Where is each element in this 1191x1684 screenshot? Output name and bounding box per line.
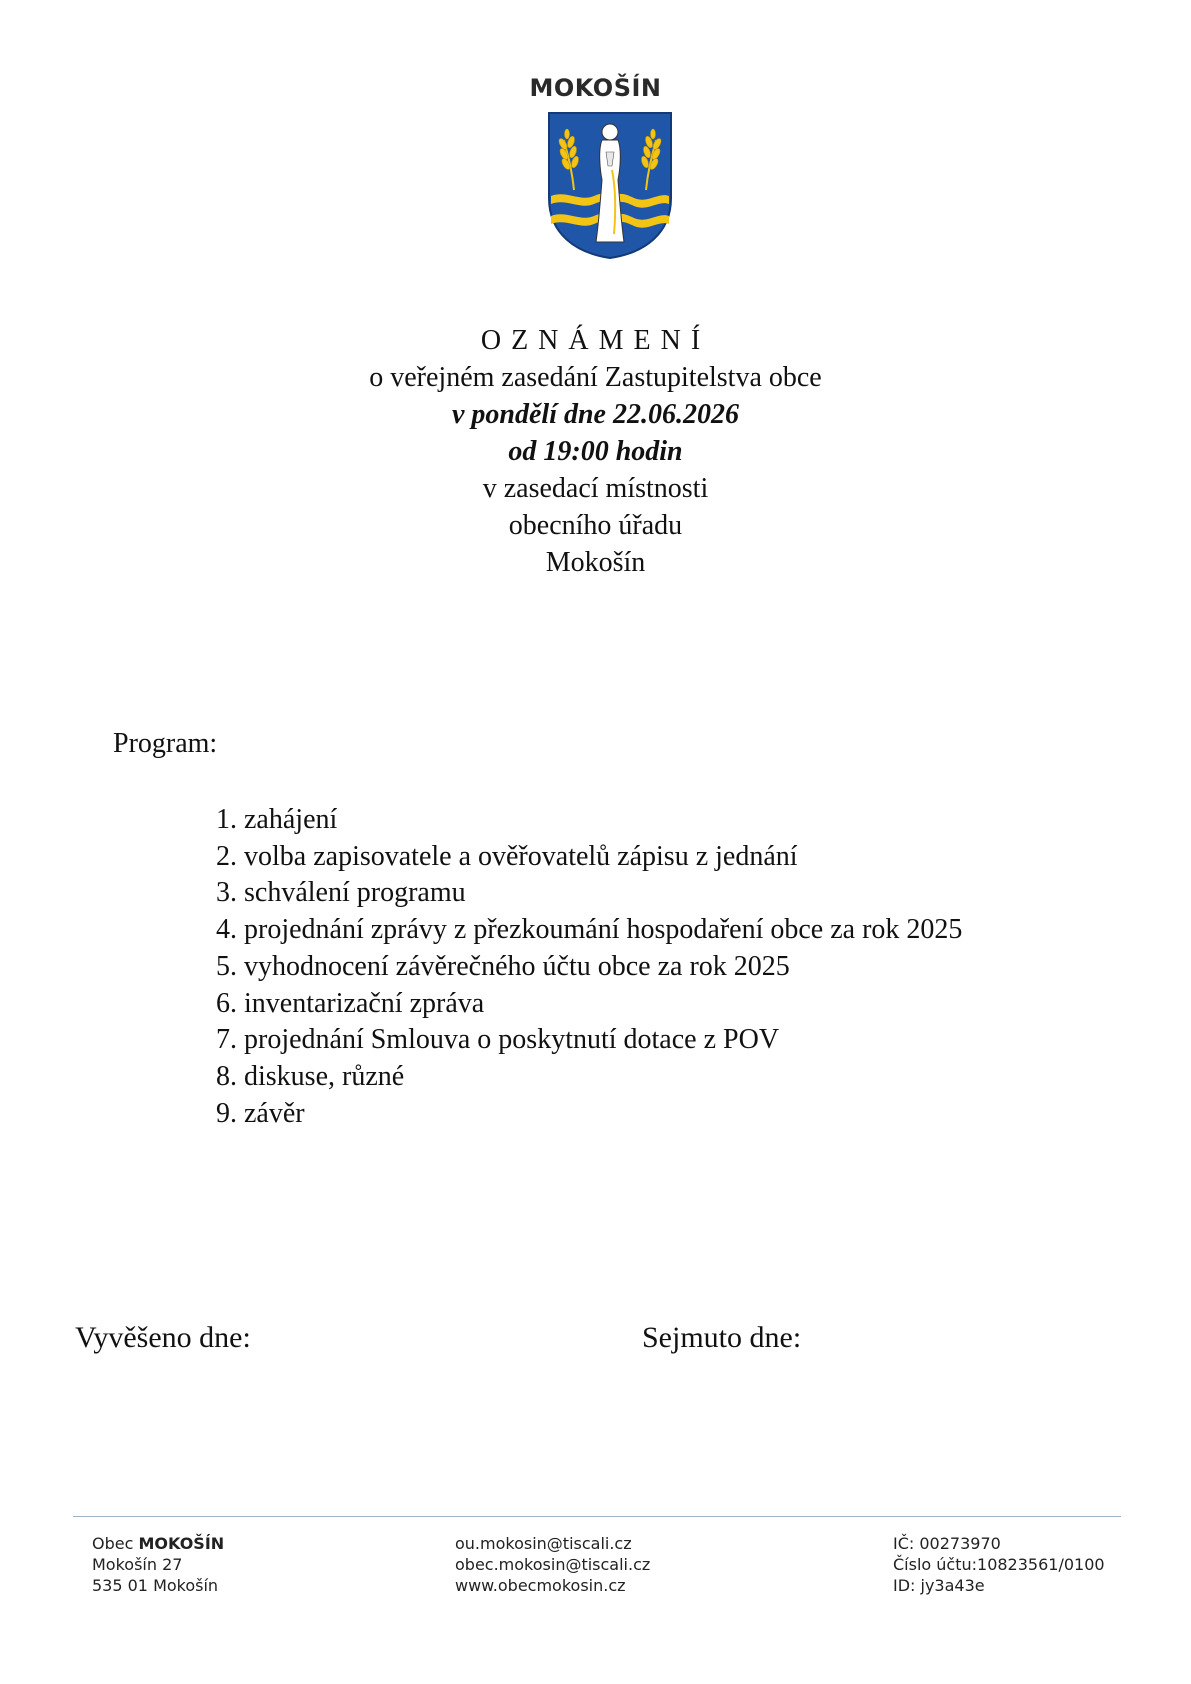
agenda-item: 7. projednání Smlouva o poskytnutí dotace z POV (216, 1024, 780, 1056)
removed-date-label: Sejmuto dne: (642, 1321, 802, 1354)
footer-email-2[interactable]: obec.mokosin@tiscali.cz (455, 1555, 651, 1574)
footer-contacts (455, 1533, 650, 1596)
footer-municipality (92, 1533, 224, 1554)
footer-city: 535 01 Mokošín (92, 1576, 219, 1595)
notice-subtitle: o veřejném zasedání Zastupitelstva obce (369, 362, 822, 393)
agenda-list (216, 802, 962, 1132)
footer-account: Číslo účtu:10823561/0100 (893, 1555, 1105, 1574)
agenda-item: 9. závěr (216, 1097, 305, 1129)
meeting-place-line-2: obecního úřadu (508, 510, 683, 541)
footer-prefix: Obec (92, 1534, 139, 1553)
footer-address (92, 1533, 224, 1596)
footer-divider (73, 1516, 1121, 1517)
coat-of-arms-logo (546, 110, 674, 260)
footer-ic: IČ: 00273970 (893, 1534, 1001, 1553)
agenda-item: 6. inventarizační zpráva (216, 987, 485, 1019)
footer-identifiers (893, 1533, 1105, 1596)
footer-databox-id: ID: jy3a43e (893, 1576, 985, 1595)
agenda-item: 2. volba zapisovatele a ověřovatelů zápisu z jednání (216, 840, 798, 872)
posted-date-label: Vyvěšeno dne: (75, 1321, 251, 1354)
meeting-date: v pondělí dne 22.06.2026 (452, 399, 739, 430)
municipality-name: MOKOŠÍN (529, 74, 662, 102)
meeting-place-line-3: Mokošín (545, 547, 646, 578)
footer-street: Mokošín 27 (92, 1555, 183, 1574)
notice-block (0, 322, 1191, 581)
meeting-time: od 19:00 hodin (508, 436, 683, 467)
agenda-item: 3. schválení programu (216, 877, 466, 909)
agenda-item: 8. diskuse, různé (216, 1060, 405, 1092)
program-heading: Program: (113, 728, 218, 759)
footer-website[interactable]: www.obecmokosin.cz (455, 1576, 626, 1595)
agenda-item: 4. projednání zprávy z přezkoumání hospodaření obce za rok 2025 (216, 914, 963, 946)
agenda-item: 1. zahájení (216, 804, 338, 835)
footer-email-1[interactable]: ou.mokosin@tiscali.cz (455, 1534, 632, 1553)
meeting-place-line-1: v zasedací místnosti (482, 473, 709, 504)
agenda-item: 5. vyhodnocení závěrečného účtu obce za rok 2025 (216, 950, 790, 982)
notice-title: OZNÁMENÍ (480, 325, 711, 356)
footer-municipality-name: MOKOŠÍN (138, 1534, 225, 1553)
